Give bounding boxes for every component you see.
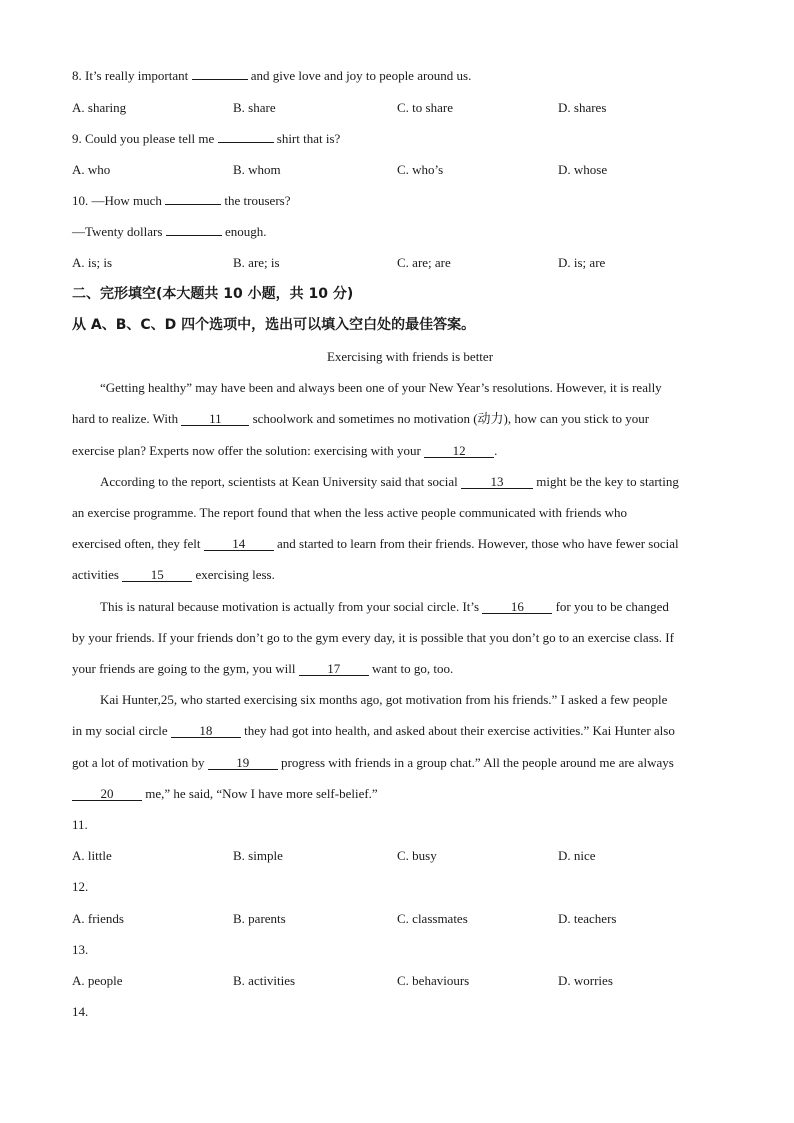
question-13-option-c: C. behaviours bbox=[397, 973, 470, 988]
question-10-option-c: C. are; are bbox=[397, 255, 451, 270]
passage-line bbox=[100, 599, 669, 615]
question-12-option-b: B. parents bbox=[233, 911, 286, 926]
passage-text: exercise plan? Experts now offer the solution: exercising with your bbox=[72, 443, 425, 458]
passage-line bbox=[72, 411, 649, 427]
passage-text: According to the report, scientists at Kean University said that social bbox=[100, 474, 462, 489]
passage-text: your friends are going to the gym, you will bbox=[72, 661, 299, 676]
section-heading: 二、完形填空(本大题共 10 小题，共 10 分) bbox=[72, 286, 354, 302]
question-9-text-before: 9. Could you please tell me bbox=[72, 131, 218, 146]
question-10-line-1-before: 10. —How much bbox=[72, 193, 166, 208]
question-10-blank-2 bbox=[166, 235, 222, 236]
question-10-option-b: B. are; is bbox=[233, 255, 280, 270]
question-8-option-d: D. shares bbox=[558, 100, 607, 115]
blank-19: 19 bbox=[208, 756, 278, 770]
passage-text: they had got into health, and asked about their exercise activities.” Kai Hunter also bbox=[240, 723, 675, 738]
passage-text: hard to realize. With bbox=[72, 411, 182, 426]
blank-17: 17 bbox=[299, 662, 369, 676]
passage-line bbox=[72, 661, 453, 677]
question-10-line-1 bbox=[72, 193, 290, 209]
question-9-option-d: D. whose bbox=[558, 162, 608, 177]
question-10-line-2-before: —Twenty dollars bbox=[72, 224, 166, 239]
passage-text: got a lot of motivation by bbox=[72, 755, 208, 770]
passage-text: in my social circle bbox=[72, 723, 171, 738]
passage-text: me,” he said, “Now I have more self-belief.” bbox=[142, 786, 378, 801]
passage-text: schoolwork and sometimes no motivation (动力), how can you stick to your bbox=[249, 411, 650, 426]
passage-line bbox=[72, 755, 674, 771]
passage-text: This is natural because motivation is actually from your social circle. It’s bbox=[100, 599, 483, 614]
question-12-option-c: C. classmates bbox=[397, 911, 468, 926]
question-10-option-a: A. is; is bbox=[72, 255, 113, 270]
passage-text: exercised often, they felt bbox=[72, 536, 204, 551]
passage-line: an exercise programme. The report found that when the less active people communicated with friends who bbox=[72, 505, 627, 520]
section-instruction: 从 A、B、C、D 四个选项中，选出可以填入空白处的最佳答案。 bbox=[72, 317, 476, 333]
passage-text: activities bbox=[72, 567, 123, 582]
question-9-option-a: A. who bbox=[72, 162, 111, 177]
passage-line bbox=[72, 786, 378, 802]
blank-14: 14 bbox=[204, 537, 274, 551]
passage-line: “Getting healthy” may have been and always been one of your New Year’s resolutions. However, it is really bbox=[100, 380, 662, 395]
question-11-number: 11. bbox=[72, 817, 88, 832]
blank-13: 13 bbox=[461, 475, 533, 489]
question-11-option-a: A. little bbox=[72, 848, 112, 863]
passage-text: . bbox=[494, 443, 498, 458]
question-9-option-c: C. who’s bbox=[397, 162, 444, 177]
question-13-option-a: A. people bbox=[72, 973, 123, 988]
question-8-blank bbox=[192, 79, 248, 80]
question-11-option-c: C. busy bbox=[397, 848, 437, 863]
passage-line bbox=[100, 474, 679, 490]
blank-12: 12 bbox=[424, 444, 494, 458]
question-9-stem bbox=[72, 131, 340, 147]
question-8-option-b: B. share bbox=[233, 100, 276, 115]
question-8-stem bbox=[72, 68, 471, 84]
question-11-option-d: D. nice bbox=[558, 848, 596, 863]
passage-line bbox=[72, 723, 675, 739]
passage-text: want to go, too. bbox=[368, 661, 454, 676]
question-8-text-before: 8. It’s really important bbox=[72, 68, 192, 83]
question-9-option-b: B. whom bbox=[233, 162, 281, 177]
blank-20: 20 bbox=[72, 787, 142, 801]
question-13-number: 13. bbox=[72, 942, 89, 957]
question-8-option-a: A. sharing bbox=[72, 100, 127, 115]
question-10-line-2 bbox=[72, 224, 266, 240]
question-13-option-b: B. activities bbox=[233, 973, 296, 988]
question-12-option-a: A. friends bbox=[72, 911, 124, 926]
question-9-blank bbox=[218, 142, 274, 143]
blank-15: 15 bbox=[122, 568, 192, 582]
question-12-option-d: D. teachers bbox=[558, 911, 617, 926]
blank-11: 11 bbox=[181, 412, 249, 426]
blank-16: 16 bbox=[482, 600, 552, 614]
question-8-text-after: and give love and joy to people around us. bbox=[247, 68, 472, 83]
question-11-option-b: B. simple bbox=[233, 848, 283, 863]
blank-18: 18 bbox=[171, 724, 241, 738]
passage-text: and started to learn from their friends. However, those who have fewer social bbox=[273, 536, 679, 551]
question-10-line-1-after: the trousers? bbox=[221, 193, 291, 208]
question-10-option-d: D. is; are bbox=[558, 255, 606, 270]
passage-title: Exercising with friends is better bbox=[326, 349, 494, 364]
passage-text: might be the key to starting bbox=[533, 474, 679, 489]
passage-text: progress with friends in a group chat.” All the people around me are always bbox=[277, 755, 674, 770]
passage-line: by your friends. If your friends don’t go to the gym every day, it is possible that you don’t go to an exercise class. If bbox=[72, 630, 674, 645]
question-8-option-c: C. to share bbox=[397, 100, 453, 115]
passage-text: exercising less. bbox=[192, 567, 275, 582]
passage-text: for you to be changed bbox=[552, 599, 669, 614]
passage-line bbox=[72, 536, 679, 552]
passage-line bbox=[72, 443, 497, 459]
question-12-number: 12. bbox=[72, 879, 89, 894]
passage-line bbox=[72, 567, 275, 583]
question-9-text-after: shirt that is? bbox=[273, 131, 341, 146]
passage-line: Kai Hunter,25, who started exercising six months ago, got motivation from his friends.” I asked a few people bbox=[100, 692, 668, 707]
question-13-option-d: D. worries bbox=[558, 973, 613, 988]
question-10-line-2-after: enough. bbox=[221, 224, 267, 239]
question-10-blank-1 bbox=[165, 204, 221, 205]
question-14-number: 14. bbox=[72, 1004, 89, 1019]
